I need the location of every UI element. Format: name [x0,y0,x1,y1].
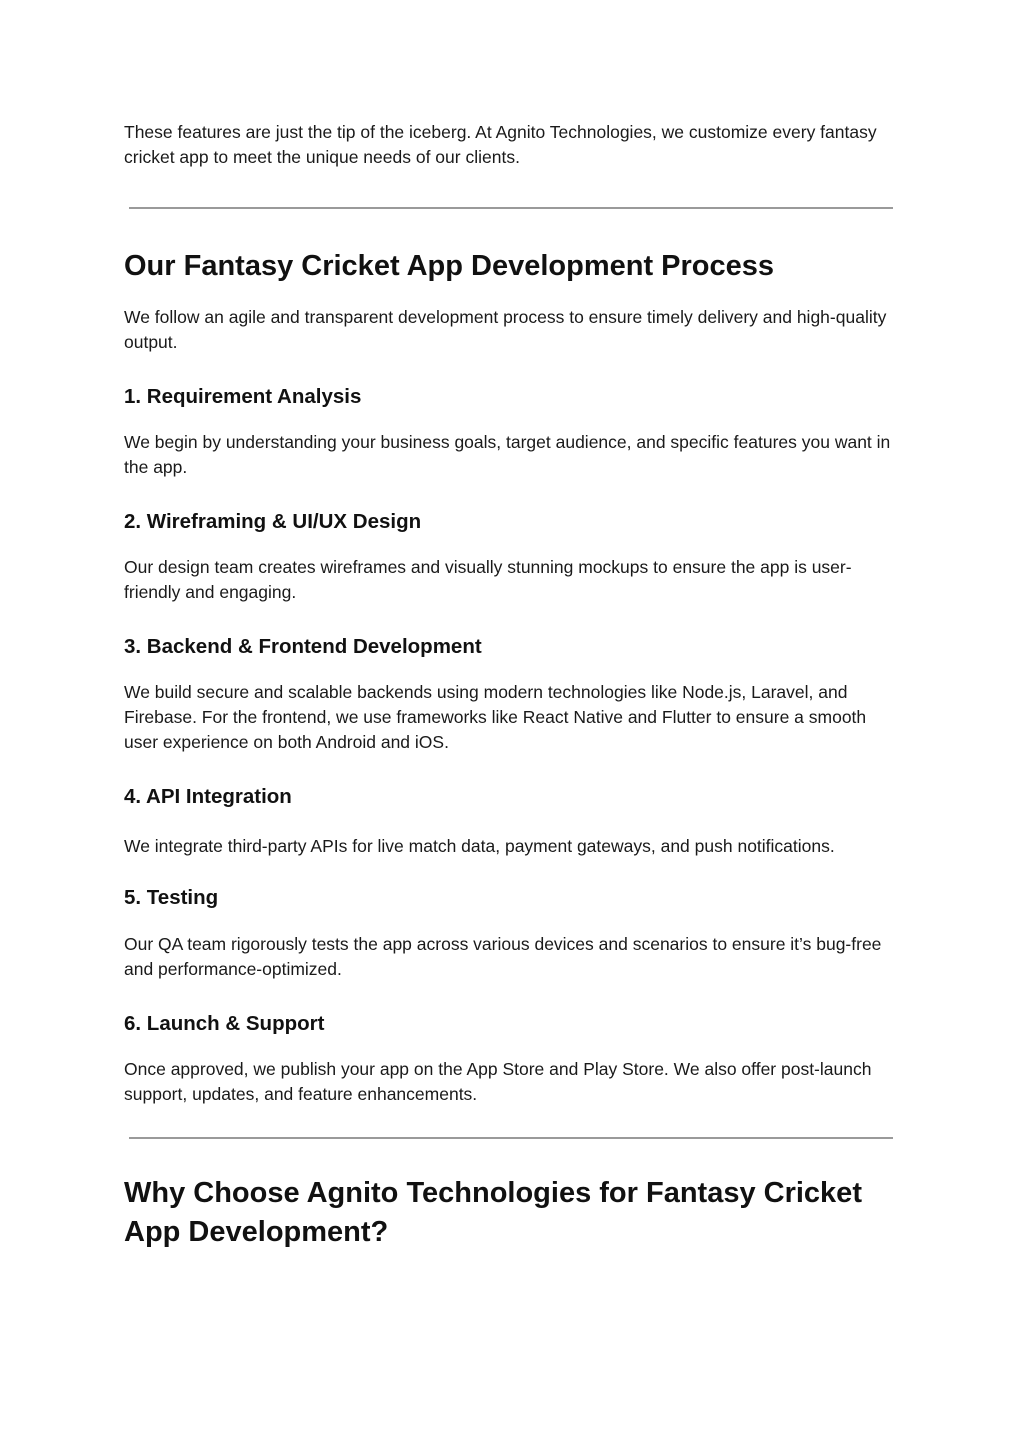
step-1-text: We begin by understanding your business goals, target audience, and specific features you want in the app. [124,432,891,477]
step-5-title: 5. Testing [124,886,219,909]
step-3-title: 3. Backend & Frontend Development [124,635,482,658]
section-divider [129,207,893,209]
step-1-title: 1. Requirement Analysis [124,385,362,408]
step-6-text: Once approved, we publish your app on the App Store and Play Store. We also offer post-launch support, updates, and feature enhancements. [124,1059,872,1104]
process-heading: Our Fantasy Cricket App Development Process [124,250,775,282]
step-6-title: 6. Launch & Support [124,1012,325,1035]
step-4-text: We integrate third-party APIs for live match data, payment gateways, and push notifications. [124,836,835,856]
process-intro-paragraph: We follow an agile and transparent development process to ensure timely delivery and high-quality output. [124,307,887,352]
step-2-text: Our design team creates wireframes and visually stunning mockups to ensure the app is user-friendly and engaging. [124,557,852,602]
intro-paragraph: These features are just the tip of the iceberg. At Agnito Technologies, we customize every fantasy cricket app to meet the unique needs of our clients. [124,122,877,167]
step-2-title: 2. Wireframing & UI/UX Design [124,510,422,533]
why-heading: Why Choose Agnito Technologies for Fantasy Cricket App Development? [124,1177,862,1248]
step-3-text: We build secure and scalable backends using modern technologies like Node.js, Laravel, and Firebase. For the frontend, we use frameworks like React Native and Flutter to ensure a smooth user experience on both Android and iOS. [124,682,867,752]
step-4-title: 4. API Integration [124,785,292,808]
step-5-text: Our QA team rigorously tests the app across various devices and scenarios to ensure it’s bug-free and performance-optimized. [124,934,882,979]
section-divider [129,1137,893,1139]
